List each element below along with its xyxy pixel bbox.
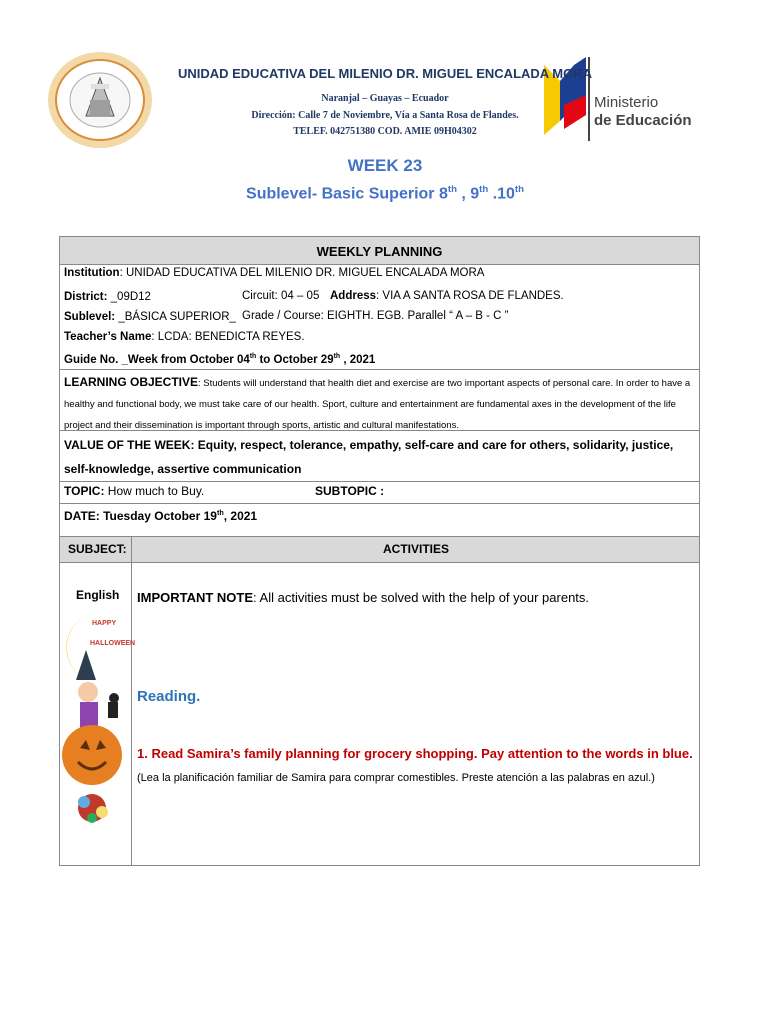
activities-column-header: ACTIVITIES	[382, 542, 449, 556]
guide-week-line: Guide No. _Week from October 04th to October 29th , 2021	[64, 353, 376, 366]
halloween-text-1: HAPPY	[92, 620, 117, 627]
subtopic-label: SUBTOPIC :	[315, 484, 385, 498]
task-instruction: 1. Read Samira’s family planning for grocery shopping. Pay attention to the words in blue.	[137, 746, 693, 761]
circuit-line: Circuit: 04 – 05	[242, 290, 320, 302]
reading-heading: Reading.	[137, 688, 201, 705]
value-of-the-week: VALUE OF THE WEEK: Equity, respect, tolerance, empathy, self-care and care for others, solidarity, justice, self-knowledge, assertive communication	[64, 438, 674, 476]
sublevel-line: Sublevel: _BÁSICA SUPERIOR_	[64, 311, 236, 323]
topic-line: TOPIC: How much to Buy.	[64, 484, 205, 498]
black-cat-icon	[109, 693, 119, 703]
institution-line: Institution: UNIDAD EDUCATIVA DEL MILENIO DR. MIGUEL ENCALADA MORA	[64, 267, 485, 279]
teacher-line: Teacher’s Name: LCDA: BENEDICTA REYES.	[64, 331, 305, 343]
school-location: Naranjal – Guayas – Ecuador	[321, 93, 449, 104]
divider	[60, 369, 699, 370]
halloween-text-2: HALLOWEEN	[90, 640, 136, 647]
date-line: DATE: Tuesday October 19th, 2021	[64, 508, 258, 523]
subject-english: English	[76, 588, 120, 602]
task-instruction-spanish: (Lea la planificación familiar de Samira para comprar comestibles. Preste atención a las palabras en azul.)	[137, 772, 655, 784]
ministry-line-1: Ministerio	[594, 94, 659, 111]
subject-column-header: SUBJECT:	[68, 542, 127, 556]
halloween-illustration	[62, 610, 136, 830]
divider	[60, 562, 699, 563]
district-line: District: _09D12	[64, 291, 151, 303]
school-name: UNIDAD EDUCATIVA DEL MILENIO DR. MIGUEL ENCALADA MORA	[177, 66, 593, 81]
grade-course-line: Grade / Course: EIGHTH. EGB. Parallel “ A – B - C ”	[242, 310, 509, 322]
divider	[60, 503, 699, 504]
school-address: Dirección: Calle 7 de Noviembre, Vía a Santa Rosa de Flandes.	[251, 110, 519, 121]
weekly-planning-heading: WEEKLY PLANNING	[60, 237, 699, 265]
divider	[60, 481, 699, 482]
divider	[60, 430, 699, 431]
important-note: IMPORTANT NOTE: All activities must be solved with the help of your parents.	[137, 590, 590, 605]
sublevel-title: Sublevel- Basic Superior 8th , 9th .10th	[246, 184, 524, 203]
school-phone: TELEF. 042751380 COD. AMIE 09H04302	[293, 126, 477, 137]
week-title: WEEK 23	[347, 156, 423, 175]
address-line: Address: VIA A SANTA ROSA DE FLANDES.	[330, 290, 564, 302]
learning-objective: LEARNING OBJECTIVE: Students will understand that health diet and exercise are two important aspects of personal care. In order to have a healthy and functional body, we must take care of our health. Sport, culture and entertainment are fundamental axes in the development of the life project and their dissemination is important through sports, artistic and cultural manifestations.	[64, 375, 691, 431]
ministry-line-2: de Educación	[594, 112, 692, 129]
column-divider	[131, 537, 132, 866]
